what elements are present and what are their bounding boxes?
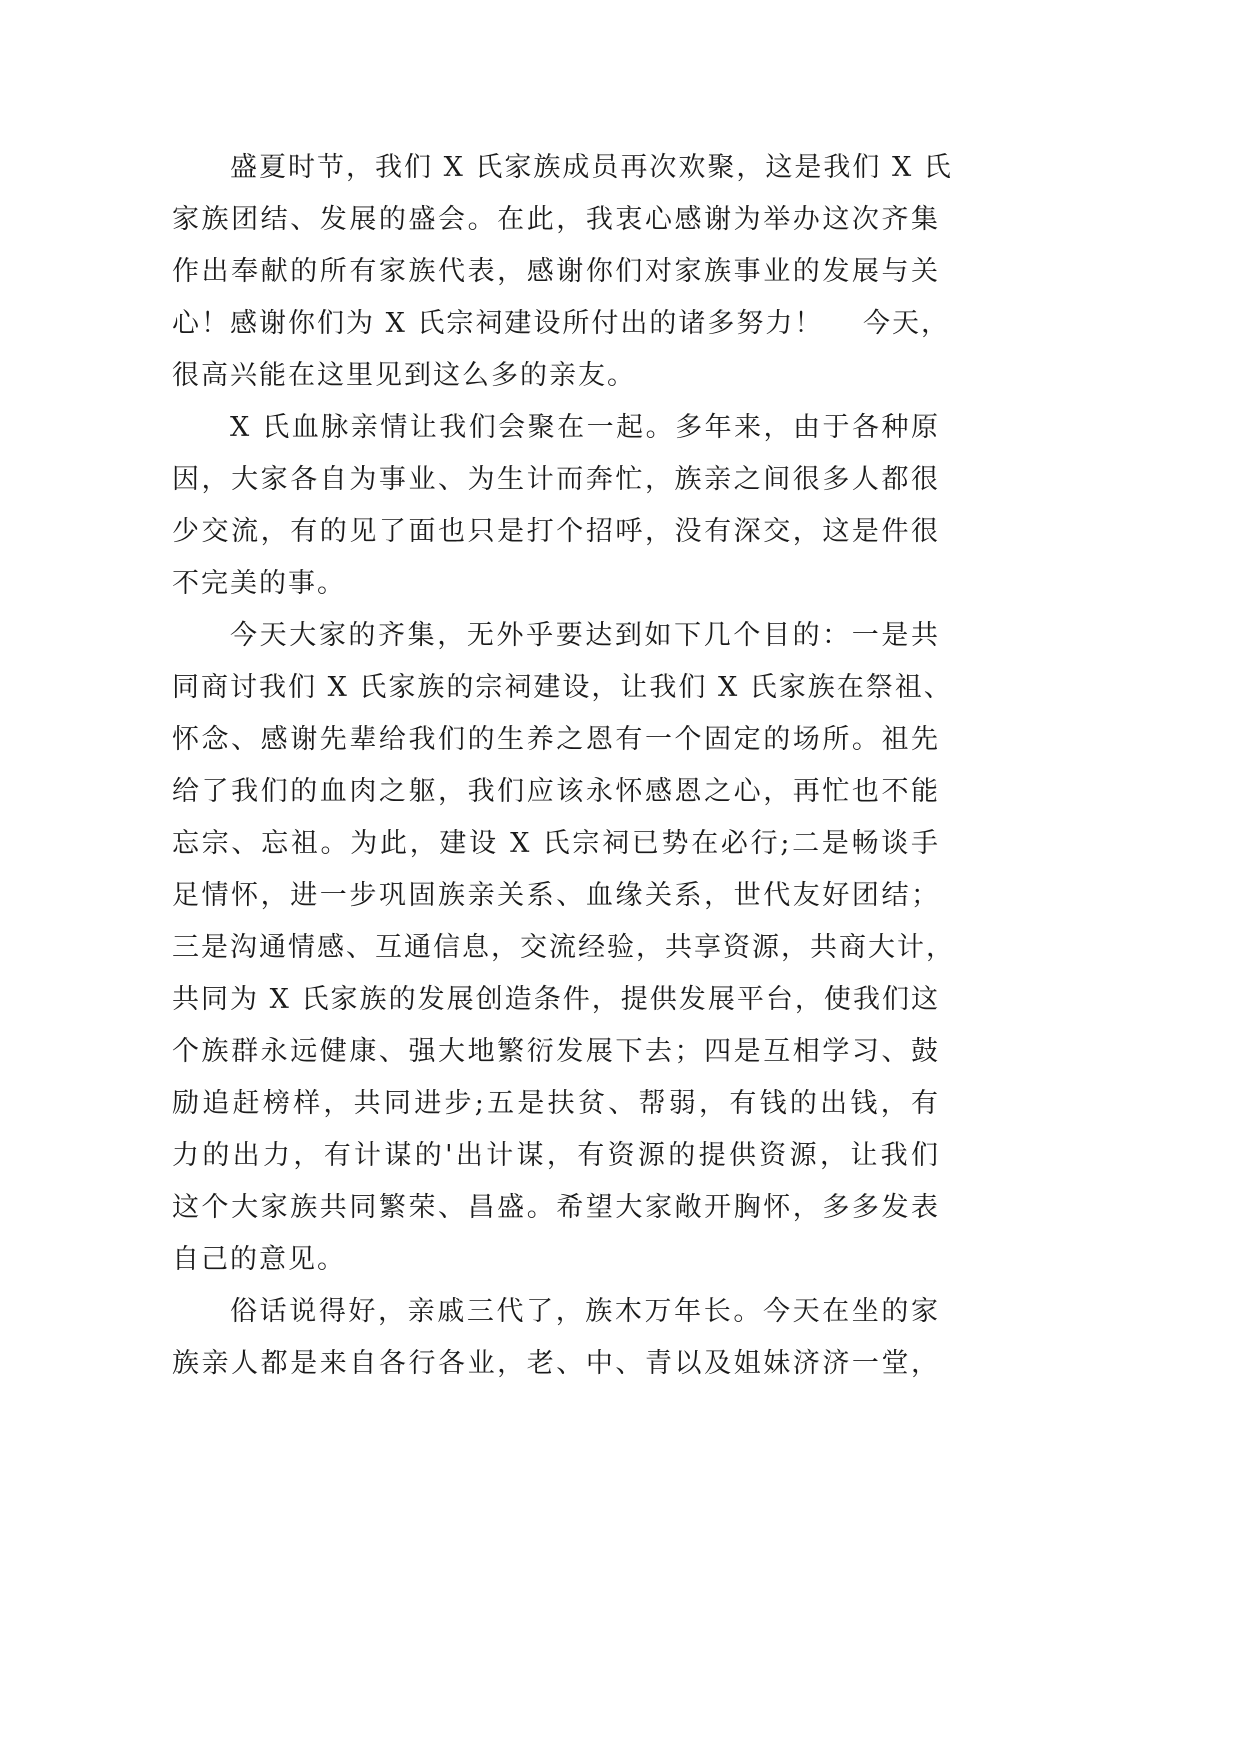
text-line: 不完美的事。 [172, 568, 346, 599]
text-line: 忘宗、忘祖。为此，建设 X 氏宗祠已势在必行;二是畅谈手 [172, 828, 940, 859]
paragraph-2 [172, 402, 940, 610]
text-line: 作出奉献的所有家族代表，感谢你们对家族事业的发展与关 [172, 256, 940, 287]
text-line: 足情怀，进一步巩固族亲关系、血缘关系，世代友好团结； [172, 880, 940, 911]
text-line: 怀念、感谢先辈给我们的生养之恩有一个固定的场所。祖先 [172, 724, 940, 755]
text-line: 今天大家的齐集，无外乎要达到如下几个目的：一是共 [230, 620, 940, 651]
text-line: 给了我们的血肉之躯，我们应该永怀感恩之心，再忙也不能 [172, 776, 940, 807]
text-line: 盛夏时节，我们 X 氏家族成员再次欢聚，这是我们 X 氏 [230, 152, 953, 183]
text-line: 家族团结、发展的盛会。在此，我衷心感谢为举办这次齐集 [172, 204, 940, 235]
text-line: 很高兴能在这里见到这么多的亲友。 [172, 360, 636, 391]
text-line: 同商讨我们 X 氏家族的宗祠建设，让我们 X 氏家族在祭祖、 [172, 672, 953, 703]
text-line: 励追赶榜样，共同进步;五是扶贫、帮弱，有钱的出钱，有 [172, 1088, 940, 1119]
text-line: 共同为 X 氏家族的发展创造条件，提供发展平台，使我们这 [172, 984, 940, 1015]
document-body [172, 142, 955, 1390]
text-line: X 氏血脉亲情让我们会聚在一起。多年来，由于各种原 [230, 412, 940, 443]
paragraph-4 [172, 1286, 940, 1390]
text-line: 心！感谢你们为 X 氏宗祠建设所付出的诸多努力！ 今天， [172, 308, 950, 339]
text-line: 个族群永远健康、强大地繁衍发展下去；四是互相学习、鼓 [172, 1036, 940, 1067]
paragraph-3 [172, 610, 955, 1286]
text-line: 族亲人都是来自各行各业，老、中、青以及姐妹济济一堂， [172, 1348, 940, 1379]
text-line: 自己的意见。 [172, 1244, 346, 1275]
text-line: 力的出力，有计谋的'出计谋，有资源的提供资源，让我们 [172, 1140, 940, 1171]
text-line: 这个大家族共同繁荣、昌盛。希望大家敞开胸怀，多多发表 [172, 1192, 940, 1223]
text-line: 俗话说得好，亲戚三代了，族木万年长。今天在坐的家 [230, 1296, 940, 1327]
text-line: 三是沟通情感、互通信息，交流经验，共享资源，共商大计， [172, 932, 955, 963]
text-line: 少交流，有的见了面也只是打个招呼，没有深交，这是件很 [172, 516, 940, 547]
text-line: 因，大家各自为事业、为生计而奔忙，族亲之间很多人都很 [172, 464, 940, 495]
paragraph-1 [172, 142, 953, 402]
